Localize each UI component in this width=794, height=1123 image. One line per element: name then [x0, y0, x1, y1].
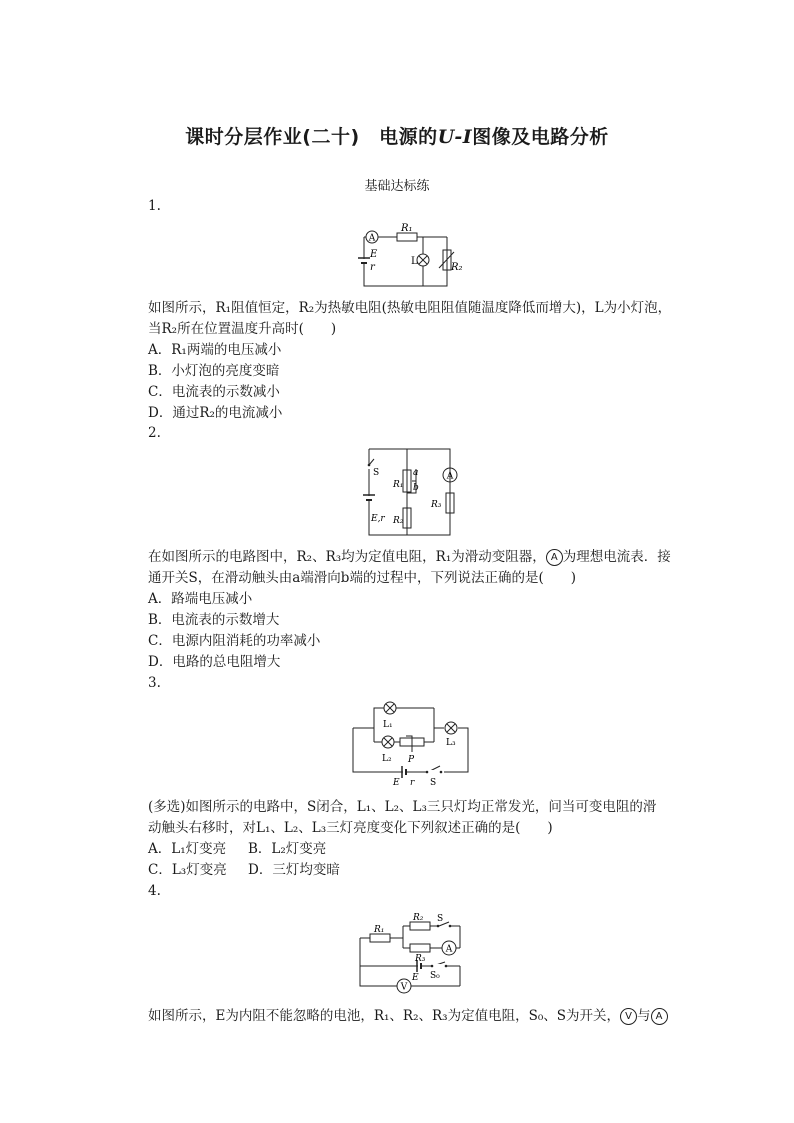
d1-lamp-label: L — [411, 256, 418, 267]
d3-r-label: r — [410, 778, 415, 788]
d4-s-label: S — [437, 914, 444, 924]
page-title: 课时分层作业(二十) 电源的U-I图像及电路分析 — [185, 126, 609, 148]
q1-option-b: B．小灯泡的亮度变暗 — [148, 363, 280, 379]
d4-e-label: E — [412, 973, 419, 983]
d3-l2-label: L₂ — [382, 754, 392, 764]
q2-option-c: C．电源内阻消耗的功率减小 — [148, 633, 321, 649]
question-4-number: 4. — [148, 883, 161, 899]
d2-r1-label: R₁ — [393, 480, 404, 490]
q3-circuit-diagram — [348, 700, 473, 788]
q3-option-a: A．L₁灯变亮 — [148, 841, 227, 857]
q2-circuit-diagram — [362, 445, 467, 540]
q2-stem-line1: 在如图所示的电路图中，R₂、R₃均为定值电阻，R₁为滑动变阻器， A 为理想电流表．接 — [148, 549, 671, 565]
d1-r2-label: R₂ — [451, 262, 463, 273]
q3-option-d: D．三灯均变暗 — [248, 862, 340, 878]
d4-ammeter-label: A — [445, 944, 453, 955]
d4-r1-label: R₁ — [374, 925, 385, 935]
d2-r3-label: R₃ — [431, 500, 442, 510]
d3-s-label: S — [430, 778, 437, 788]
q4-circuit-diagram — [355, 908, 470, 994]
q3-option-b: B．L₂灯变亮 — [248, 841, 327, 857]
section-heading: 基础达标练 — [364, 179, 430, 194]
q2-option-b: B．电流表的示数增大 — [148, 612, 280, 628]
d2-a-label: a — [413, 468, 419, 478]
q1-option-c: C．电流表的示数减小 — [148, 384, 280, 400]
d1-ammeter-label: A — [368, 233, 376, 244]
q1-option-a: A．R₁两端的电压减小 — [148, 342, 282, 358]
q2-option-a: A．路端电压减小 — [148, 591, 253, 607]
d1-r-label: r — [370, 262, 375, 273]
d2-er-label: E,r — [371, 514, 385, 524]
ammeter-symbol: A — [546, 549, 563, 566]
d4-s0-label: S₀ — [430, 971, 440, 981]
q2-option-d: D．电路的总电阻增大 — [148, 654, 281, 670]
ammeter-symbol: A — [651, 1008, 668, 1025]
d3-p-label: P — [408, 755, 415, 765]
d2-switch-label: S — [373, 468, 380, 478]
q1-stem-line1: 如图所示，R₁阻值恒定，R₂为热敏电阻(热敏电阻阻值随温度降低而增大)，L为小灯泡， — [148, 300, 672, 316]
d1-e-label: E — [370, 249, 378, 260]
d4-r2-label: R₂ — [413, 913, 424, 923]
d1-r1-label: R₁ — [401, 223, 413, 234]
q3-option-c: C．L₃灯变亮 — [148, 862, 227, 878]
q1-option-d: D．通过R₂的电流减小 — [148, 405, 283, 421]
q2-stem-line2: 通开关S，在滑动触头由a端滑向b端的过程中，下列说法正确的是( ) — [148, 570, 576, 586]
q3-stem-line1: (多选)如图所示的电路中，S闭合，L₁、L₂、L₃三只灯均正常发光，问当可变电阻的滑 — [148, 799, 657, 815]
d3-l3-label: L₃ — [446, 738, 456, 748]
question-3-number: 3. — [148, 675, 161, 691]
d2-b-label: b — [413, 483, 419, 493]
question-2-number: 2. — [148, 425, 161, 441]
q3-stem-line2: 动触头右移时，对L₁、L₂、L₃三灯亮度变化下列叙述正确的是( ) — [148, 820, 553, 836]
d2-ammeter-label: A — [446, 471, 454, 482]
d3-e-label: E — [393, 778, 400, 788]
question-1-number: 1. — [148, 198, 161, 214]
q4-stem-line1: 如图所示，E为内阻不能忽略的电池，R₁、R₂、R₃为定值电阻，S₀、S为开关， V 与 A — [148, 1006, 668, 1027]
voltmeter-symbol: V — [620, 1008, 637, 1025]
d2-r2-label: R₂ — [393, 516, 404, 526]
d4-voltmeter-label: V — [400, 982, 408, 993]
d3-l1-label: L₁ — [383, 720, 393, 730]
q1-stem-line2: 当R₂所在位置温度升高时( ) — [148, 321, 337, 337]
d4-r3-label: R₃ — [415, 954, 426, 964]
q1-circuit-diagram — [355, 220, 470, 290]
